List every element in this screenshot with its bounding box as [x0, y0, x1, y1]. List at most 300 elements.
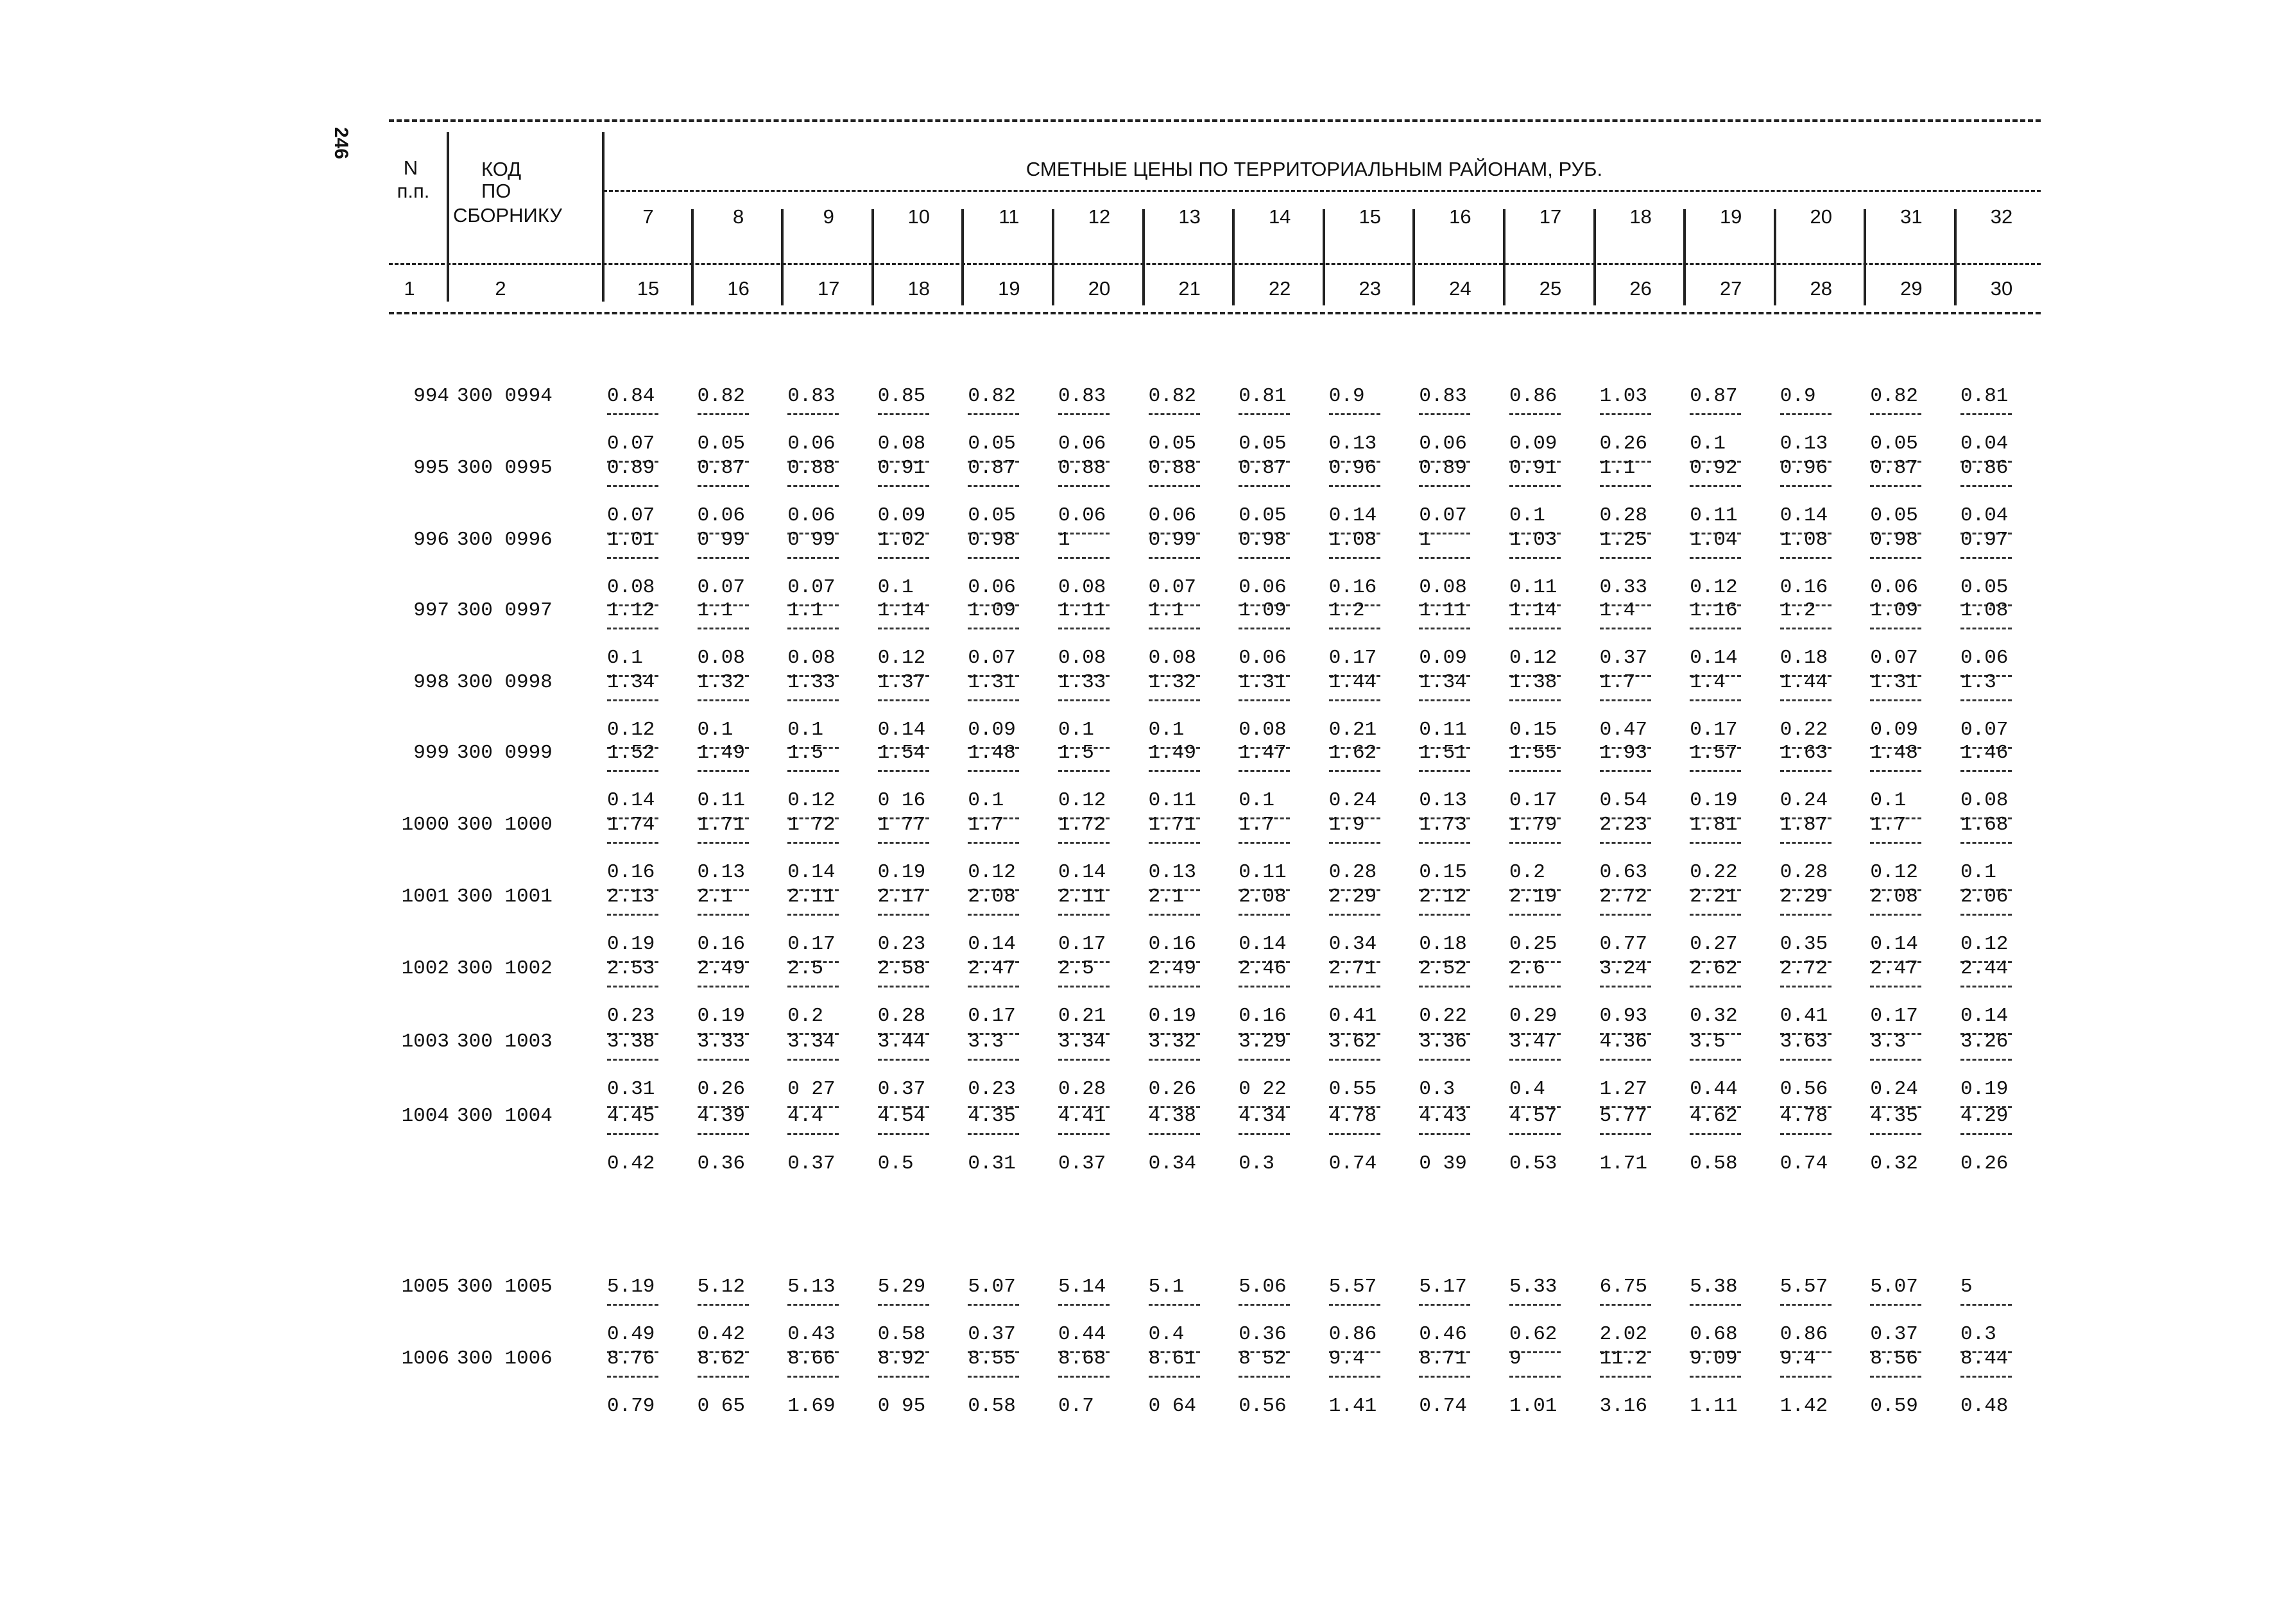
fraction-line [968, 485, 1019, 487]
price-value: 0.26 [697, 1078, 746, 1100]
price-value: 0.06 [1419, 432, 1467, 455]
row-code: 300 1004 [457, 1105, 553, 1127]
price-value: 0.89 [1419, 457, 1467, 479]
fraction-line [1239, 413, 1290, 415]
fraction-line [1780, 557, 1831, 559]
header-separator [1503, 209, 1505, 305]
price-value: 0.14 [1780, 504, 1828, 527]
price-value: 0.37 [787, 1152, 836, 1175]
fraction-line [1239, 914, 1290, 916]
fraction-line [1058, 914, 1110, 916]
price-value: 1 72 [787, 814, 836, 836]
price-value: 0.08 [1058, 576, 1106, 599]
price-value: 0.1 [1690, 432, 1726, 455]
fraction-line [1600, 770, 1651, 772]
price-value: 0.26 [1599, 432, 1648, 455]
price-value: 0.23 [877, 933, 926, 955]
price-value: 4.35 [968, 1105, 1016, 1127]
price-value: 0.14 [1870, 933, 1918, 955]
fraction-line [1149, 770, 1200, 772]
price-value: 4.78 [1328, 1105, 1377, 1127]
price-value: 0.28 [1058, 1078, 1106, 1100]
price-value: 0.86 [1960, 457, 2009, 479]
price-value: 2.23 [1599, 814, 1648, 836]
fraction-line [607, 1376, 658, 1378]
price-value: 5.19 [607, 1276, 655, 1298]
price-value: 0.9 [1780, 385, 1816, 407]
price-value: 0.32 [1870, 1152, 1918, 1175]
price-value: 1.01 [1509, 1395, 1557, 1417]
price-value: 1.48 [968, 742, 1016, 764]
fraction-line [607, 770, 658, 772]
price-value: 1.1 [1148, 599, 1185, 622]
price-value: 0.97 [1960, 529, 2009, 551]
price-value: 0.3 [1960, 1323, 1996, 1346]
fraction-line [1239, 699, 1290, 701]
fraction-line [607, 628, 658, 629]
fraction-line [1870, 1376, 1921, 1378]
price-value: 1.16 [1690, 599, 1738, 622]
price-value: 0.83 [787, 385, 836, 407]
price-value: 0.36 [1239, 1323, 1287, 1346]
price-value: 1.7 [1870, 814, 1907, 836]
fraction-line [1239, 842, 1290, 844]
price-value: 1.5 [787, 742, 823, 764]
price-value: 0.05 [968, 504, 1016, 527]
price-value: 3.44 [877, 1030, 926, 1053]
fraction-line [1058, 1059, 1110, 1061]
price-value: 1.31 [1870, 671, 1918, 694]
fraction-line [1600, 1376, 1651, 1378]
price-value: 0.12 [1690, 576, 1738, 599]
price-value: 0.74 [1419, 1395, 1467, 1417]
fraction-line [1509, 485, 1561, 487]
price-value: 0.09 [1419, 647, 1467, 669]
district-header: 32 [1990, 205, 2013, 228]
fraction-line [1870, 986, 1921, 987]
fraction-line [1329, 914, 1380, 916]
fraction-line [1780, 699, 1831, 701]
price-value: 1.71 [1599, 1152, 1648, 1175]
price-value: 5.17 [1419, 1276, 1467, 1298]
header-separator [961, 209, 964, 305]
price-value: 0.07 [697, 576, 746, 599]
price-value: 0.21 [1058, 1005, 1106, 1027]
fraction-line [878, 557, 929, 559]
price-value: 0.24 [1780, 789, 1828, 812]
fraction-line [968, 1304, 1019, 1306]
header-code-label: ПО [481, 180, 511, 202]
district-header: 15 [1359, 205, 1382, 228]
price-value: 0.12 [1960, 933, 2009, 955]
fraction-line [1419, 1059, 1470, 1061]
price-value: 0.56 [1239, 1395, 1287, 1417]
price-value: 1.4 [1690, 671, 1726, 694]
fraction-line [1780, 485, 1831, 487]
fraction-line [968, 1133, 1019, 1135]
price-value: 4.36 [1599, 1030, 1648, 1053]
fraction-line [1600, 1304, 1651, 1306]
fraction-line [1780, 628, 1831, 629]
fraction-line [1058, 628, 1110, 629]
price-value: 5.06 [1239, 1276, 1287, 1298]
fraction-line [1960, 485, 2012, 487]
fraction-line [1690, 986, 1741, 987]
row-code: 300 1005 [457, 1276, 553, 1298]
fraction-line [1870, 770, 1921, 772]
price-value: 0.1 [1960, 861, 1996, 884]
fraction-line [607, 1304, 658, 1306]
price-value: 0.12 [1870, 861, 1918, 884]
fraction-line [878, 842, 929, 844]
district-header: 9 [823, 205, 834, 228]
fraction-line [1329, 699, 1380, 701]
index-cell: 23 [1359, 277, 1382, 300]
price-value: 0.28 [877, 1005, 926, 1027]
index-cell: 24 [1449, 277, 1471, 300]
price-value: 0.19 [1960, 1078, 2009, 1100]
price-value: 0.77 [1599, 933, 1648, 955]
price-value: 1.08 [1328, 529, 1377, 551]
price-value: 3.3 [968, 1030, 1004, 1053]
price-value: 0.07 [968, 647, 1016, 669]
fraction-line [1329, 1133, 1380, 1135]
price-value: 0.06 [1058, 504, 1106, 527]
price-value: 1.42 [1780, 1395, 1828, 1417]
price-value: 0 64 [1148, 1395, 1197, 1417]
fraction-line [698, 557, 749, 559]
price-value: 0.37 [1599, 647, 1648, 669]
price-value: 0.3 [1419, 1078, 1455, 1100]
price-value: 0.19 [877, 861, 926, 884]
price-value: 2.08 [1870, 885, 1918, 908]
price-value: 8.71 [1419, 1347, 1467, 1370]
fraction-line [1239, 770, 1290, 772]
price-value: 2.46 [1239, 957, 1287, 980]
price-value: 0.17 [787, 933, 836, 955]
fraction-line [1149, 413, 1200, 415]
price-value: 0.14 [1058, 861, 1106, 884]
price-value: 0.08 [1148, 647, 1197, 669]
price-value: 1.49 [1148, 742, 1197, 764]
district-header: 10 [907, 205, 931, 228]
price-value: 1.87 [1780, 814, 1828, 836]
index-cell: 29 [1900, 277, 1923, 300]
fraction-line [607, 986, 658, 987]
header-separator [1593, 209, 1596, 305]
price-value: 0.08 [877, 432, 926, 455]
price-value: 0.11 [1509, 576, 1557, 599]
fraction-line [1690, 770, 1741, 772]
price-value: 0.47 [1599, 719, 1648, 741]
fraction-line [1329, 1376, 1380, 1378]
price-value: 2.29 [1780, 885, 1828, 908]
fraction-line [787, 1133, 839, 1135]
price-value: 0.17 [1328, 647, 1377, 669]
price-value: 0.14 [607, 789, 655, 812]
price-value: 0.16 [1239, 1005, 1287, 1027]
price-value: 3.34 [787, 1030, 836, 1053]
header-code-label: СБОРНИКУ [453, 204, 562, 227]
price-value: 1.09 [1870, 599, 1918, 622]
fraction-line [1239, 1133, 1290, 1135]
fraction-line [1058, 1304, 1110, 1306]
index-cell: 27 [1719, 277, 1742, 300]
price-value: 0 65 [697, 1395, 746, 1417]
price-value: 0.12 [787, 789, 836, 812]
price-value: 0.19 [697, 1005, 746, 1027]
price-value: 8.56 [1870, 1347, 1918, 1370]
price-value: 0.13 [697, 861, 746, 884]
price-value: 0.43 [787, 1323, 836, 1346]
fraction-line [1600, 628, 1651, 629]
price-value: 1 [1058, 529, 1070, 551]
price-value: 5.57 [1328, 1276, 1377, 1298]
price-value: 2.12 [1419, 885, 1467, 908]
price-value: 0.17 [1690, 719, 1738, 741]
price-value: 1.38 [1509, 671, 1557, 694]
price-value: 5.38 [1690, 1276, 1738, 1298]
price-value: 0.87 [1239, 457, 1287, 479]
price-value: 0.04 [1960, 432, 2009, 455]
price-value: 0.2 [787, 1005, 823, 1027]
fraction-line [1419, 628, 1470, 629]
price-value: 0.1 [877, 576, 914, 599]
price-value: 8.44 [1960, 1347, 2009, 1370]
index-cell: 28 [1810, 277, 1833, 300]
price-value: 4.62 [1690, 1105, 1738, 1127]
fraction-line [1870, 1059, 1921, 1061]
fraction-line [1329, 1059, 1380, 1061]
price-value: 2.08 [968, 885, 1016, 908]
price-value: 0.81 [1239, 385, 1287, 407]
price-value: 1.12 [607, 599, 655, 622]
price-value: 0.82 [697, 385, 746, 407]
fraction-line [1509, 699, 1561, 701]
fraction-line [1058, 1376, 1110, 1378]
price-value: 0.84 [607, 385, 655, 407]
fraction-line [1058, 986, 1110, 987]
row-code: 300 1006 [457, 1347, 553, 1370]
fraction-line [1149, 557, 1200, 559]
price-value: 0.05 [1870, 504, 1918, 527]
price-value: 1.72 [1058, 814, 1106, 836]
price-value: 1.51 [1419, 742, 1467, 764]
fraction-line [607, 413, 658, 415]
price-value: 0.4 [1509, 1078, 1545, 1100]
price-value: 0.1 [787, 719, 823, 741]
fraction-line [1419, 1376, 1470, 1378]
fraction-line [1239, 628, 1290, 629]
price-value: 0.06 [697, 504, 746, 527]
price-value: 0.49 [607, 1323, 655, 1346]
header-separator [1954, 209, 1957, 305]
row-number: 1003 [401, 1030, 449, 1053]
fraction-line [1058, 699, 1110, 701]
fraction-line [1600, 1133, 1651, 1135]
price-value: 0.17 [1058, 933, 1106, 955]
price-value: 0.93 [1599, 1005, 1648, 1027]
price-value: 0.62 [1509, 1323, 1557, 1346]
price-value: 4.41 [1058, 1105, 1106, 1127]
price-value: 0.48 [1960, 1395, 2009, 1417]
fraction-line [1780, 1304, 1831, 1306]
price-value: 1.3 [1960, 671, 1996, 694]
fraction-line [607, 842, 658, 844]
price-value: 0.9 [1328, 385, 1365, 407]
fraction-line [1780, 770, 1831, 772]
price-value: 0.19 [607, 933, 655, 955]
fraction-line [1149, 1304, 1200, 1306]
fraction-line [787, 770, 839, 772]
price-value: 0.08 [697, 647, 746, 669]
price-value: 1.41 [1328, 1395, 1377, 1417]
price-value: 1.7 [968, 814, 1004, 836]
fraction-line [968, 413, 1019, 415]
price-value: 8 52 [1239, 1347, 1287, 1370]
price-value: 0.06 [1870, 576, 1918, 599]
price-value: 0.58 [968, 1395, 1016, 1417]
price-value: 9 [1509, 1347, 1522, 1370]
price-value: 0.12 [1058, 789, 1106, 812]
price-value: 0.96 [1780, 457, 1828, 479]
price-value: 1.71 [1148, 814, 1197, 836]
fraction-line [1329, 557, 1380, 559]
price-value: 0.13 [1419, 789, 1467, 812]
fraction-line [787, 628, 839, 629]
fraction-line [1690, 842, 1741, 844]
fraction-line [1780, 986, 1831, 987]
row-code: 300 1000 [457, 814, 553, 836]
fraction-line [787, 1376, 839, 1378]
fraction-line [698, 628, 749, 629]
price-value: 1.37 [877, 671, 926, 694]
price-value: 1.32 [1148, 671, 1197, 694]
fraction-line [1509, 986, 1561, 987]
fraction-line [607, 1133, 658, 1135]
fraction-line [968, 986, 1019, 987]
price-value: 0.17 [1509, 789, 1557, 812]
price-value: 0.5 [877, 1152, 914, 1175]
price-value: 0 22 [1239, 1078, 1287, 1100]
price-value: 1.08 [1780, 529, 1828, 551]
price-value: 0.07 [607, 504, 655, 527]
price-value: 11.2 [1599, 1347, 1648, 1370]
header-rule [603, 190, 2041, 192]
fraction-line [607, 1059, 658, 1061]
fraction-line [1960, 1133, 2012, 1135]
fraction-line [607, 699, 658, 701]
price-value: 0.1 [607, 647, 643, 669]
price-value: 0.13 [1328, 432, 1377, 455]
index-cell: 17 [817, 277, 840, 300]
fraction-line [1149, 986, 1200, 987]
price-value: 0.56 [1780, 1078, 1828, 1100]
price-value: 0.3 [1239, 1152, 1274, 1175]
price-value: 3.38 [607, 1030, 655, 1053]
fraction-line [878, 1059, 929, 1061]
price-value: 0.12 [1509, 647, 1557, 669]
row-number: 994 [413, 385, 449, 407]
index-cell: 30 [1990, 277, 2013, 300]
price-value: 0.74 [1780, 1152, 1828, 1175]
price-value: 0.13 [1148, 861, 1197, 884]
fraction-line [1149, 1059, 1200, 1061]
price-value: 1.47 [1239, 742, 1287, 764]
price-value: 1.48 [1870, 742, 1918, 764]
price-value: 1.33 [1058, 671, 1106, 694]
row-number: 997 [413, 599, 449, 622]
fraction-line [1870, 914, 1921, 916]
price-value: 0.85 [877, 385, 926, 407]
price-value: 0.28 [1780, 861, 1828, 884]
price-value: 1 77 [877, 814, 926, 836]
fraction-line [698, 842, 749, 844]
price-value: 0 27 [787, 1078, 836, 1100]
fraction-line [698, 1304, 749, 1306]
district-header: 8 [732, 205, 744, 228]
price-value: 0.13 [1780, 432, 1828, 455]
price-value: 0.1 [1148, 719, 1185, 741]
fraction-line [1058, 770, 1110, 772]
fraction-line [1960, 699, 2012, 701]
price-value: 0.58 [1690, 1152, 1738, 1175]
price-value: 8.68 [1058, 1347, 1106, 1370]
price-value: 8.61 [1148, 1347, 1197, 1370]
price-value: 1.54 [877, 742, 926, 764]
price-value: 0.09 [1509, 432, 1557, 455]
price-value: 1.46 [1960, 742, 2009, 764]
fraction-line [787, 1304, 839, 1306]
price-value: 2.11 [787, 885, 836, 908]
price-value: 0.37 [968, 1323, 1016, 1346]
fraction-line [787, 914, 839, 916]
fraction-line [698, 770, 749, 772]
price-value: 2.52 [1419, 957, 1467, 980]
fraction-line [1600, 842, 1651, 844]
header-code-label: КОД [481, 158, 522, 180]
price-value: 0.79 [607, 1395, 655, 1417]
price-value: 2.49 [697, 957, 746, 980]
fraction-line [1509, 413, 1561, 415]
price-value: 1.32 [697, 671, 746, 694]
fraction-line [1058, 1133, 1110, 1135]
price-value: 2.47 [968, 957, 1016, 980]
price-value: 4.39 [697, 1105, 746, 1127]
price-value: 0.06 [1148, 504, 1197, 527]
page-number: 246 [330, 127, 352, 160]
district-header: 14 [1268, 205, 1291, 228]
price-value: 0.86 [1509, 385, 1557, 407]
fraction-line [1419, 770, 1470, 772]
price-value: 0.23 [968, 1078, 1016, 1100]
price-value: 5.13 [787, 1276, 836, 1298]
fraction-line [968, 1059, 1019, 1061]
price-value: 1.44 [1328, 671, 1377, 694]
fraction-line [1058, 413, 1110, 415]
fraction-line [968, 842, 1019, 844]
fraction-line [1690, 1059, 1741, 1061]
price-value: 1.69 [787, 1395, 836, 1417]
fraction-line [1149, 1376, 1200, 1378]
price-value: 0.11 [1239, 861, 1287, 884]
price-value: 0.91 [877, 457, 926, 479]
fraction-line [1509, 557, 1561, 559]
header-separator [447, 132, 449, 302]
fraction-line [1509, 1376, 1561, 1378]
fraction-line [1419, 842, 1470, 844]
fraction-line [1239, 1376, 1290, 1378]
